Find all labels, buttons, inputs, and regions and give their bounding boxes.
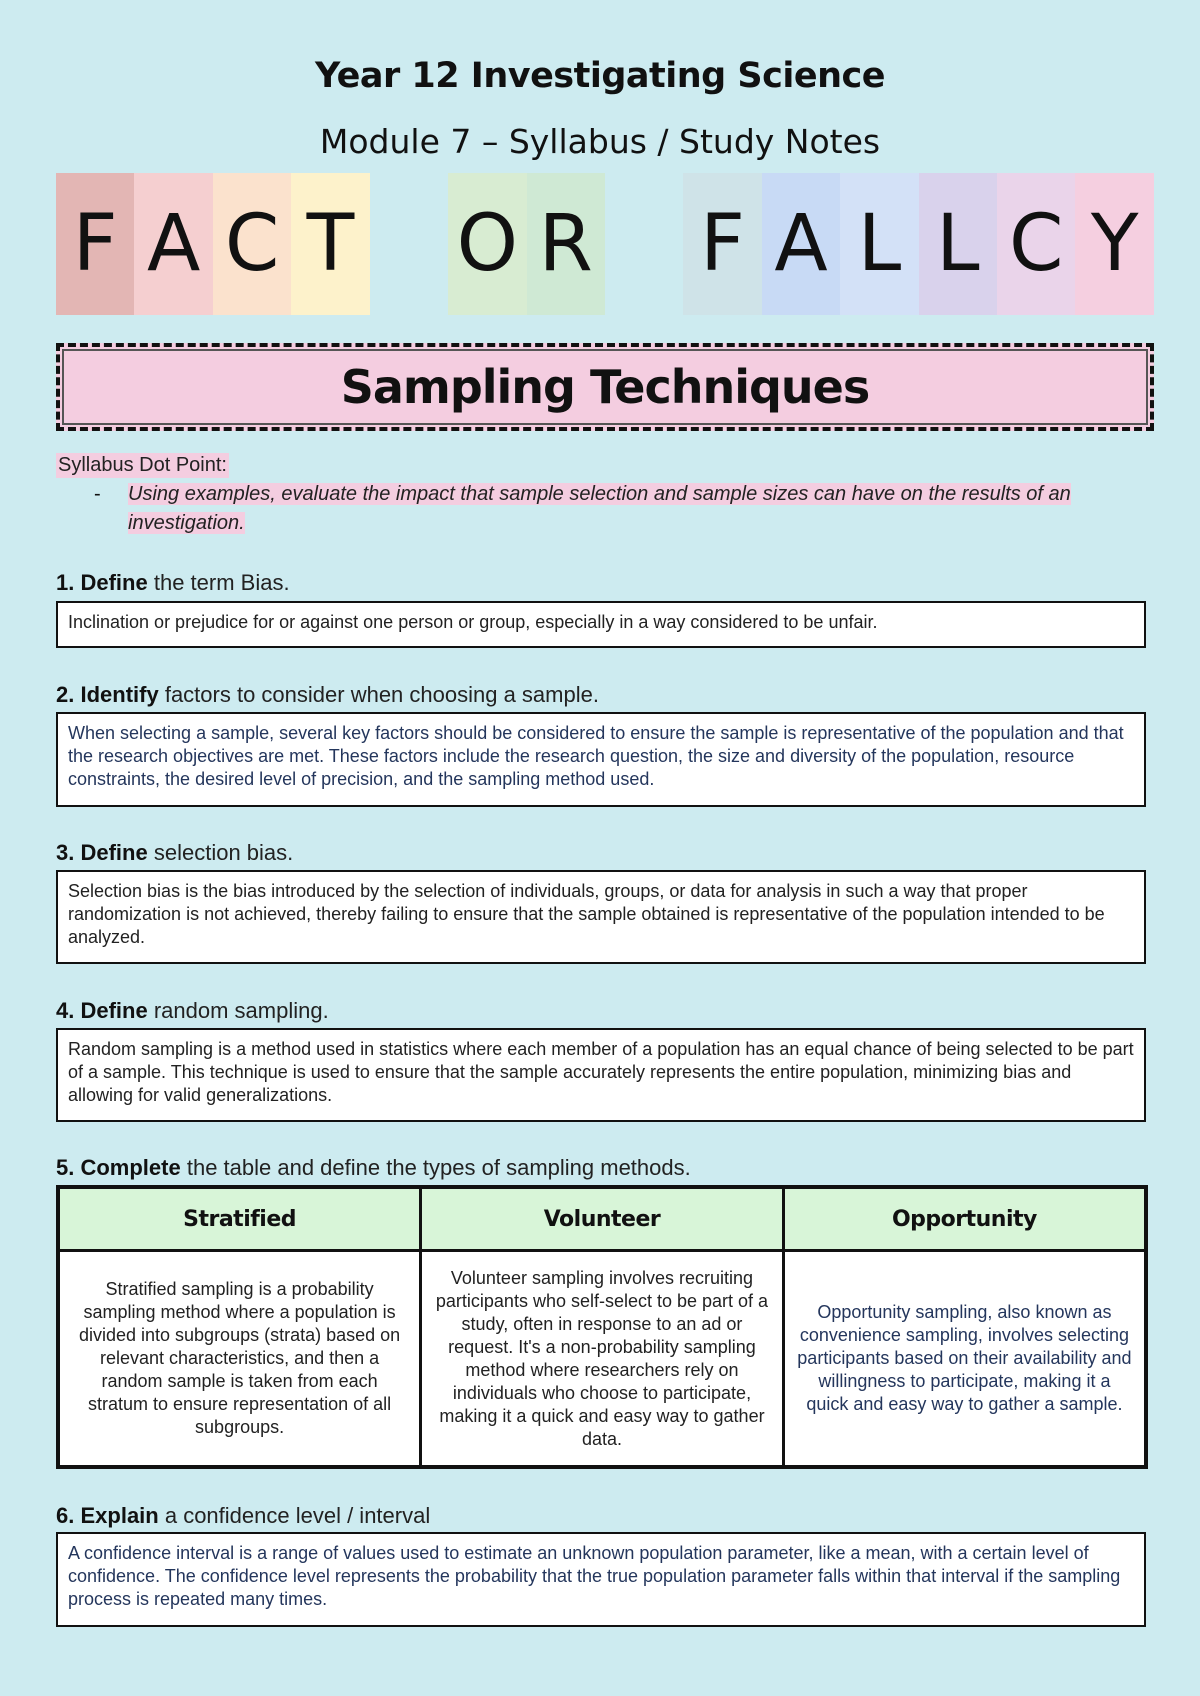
banner-tile: C [213, 173, 291, 315]
question-verb: Define [80, 570, 148, 595]
question-verb: Complete [80, 1155, 181, 1180]
banner-gap [605, 173, 683, 315]
question-number: 3. [56, 840, 75, 865]
section-title: Sampling Techniques [56, 343, 1154, 431]
syllabus-point-text: Using examples, evaluate the impact that sample selection and sample sizes can have on the results of an investigation. [128, 483, 1071, 534]
banner-tile: R [527, 173, 605, 315]
table-header: Stratified [58, 1187, 421, 1251]
banner-tile: O [448, 173, 526, 315]
table-cell: Stratified sampling is a probability sampling method where a population is divided into subgroups (strata) based on relevant characteristics, and then a random sample is taken from each stratum to ensure representation of all subgroups. [58, 1251, 421, 1468]
question-number: 2. [56, 682, 75, 707]
question-number: 5. [56, 1155, 75, 1180]
banner-gap [370, 173, 448, 315]
syllabus-label: Syllabus Dot Point: [58, 454, 227, 476]
question-4 [56, 998, 329, 1024]
syllabus-bullet: - [94, 483, 101, 505]
question-6 [56, 1503, 430, 1529]
question-5 [56, 1155, 691, 1181]
question-verb: Explain [80, 1503, 159, 1528]
banner-tile: Y [1075, 173, 1153, 315]
banner-tile: F [56, 173, 134, 315]
question-number: 4. [56, 998, 75, 1023]
answer-box-3: Selection bias is the bias introduced by the selection of individuals, groups, or data for analysis in such a way that proper randomization is not achieved, thereby failing to ensure that the sample obtained is representative of the population intended to be analyzed. [56, 870, 1146, 964]
banner-tile: L [919, 173, 997, 315]
question-text: a confidence level / interval [158, 1503, 431, 1528]
question-text: the term Bias. [147, 570, 290, 595]
banner-tile: L [840, 173, 918, 315]
page-subtitle: Module 7 – Syllabus / Study Notes [319, 122, 881, 161]
fact-or-fallacy-banner [56, 173, 1154, 315]
question-number: 1. [56, 570, 75, 595]
table-cell: Volunteer sampling involves recruiting participants who self-select to be part of a study, often in response to an ad or request. It's a non-probability sampling method where researchers rely on individuals who choose to participate, making it a quick and easy way to gather data. [421, 1251, 784, 1468]
table-header: Volunteer [421, 1187, 784, 1251]
table-cell: Opportunity sampling, also known as convenience sampling, involves selecting participants based on their availability and willingness to participate, making it a quick and easy way to gather a sample. [783, 1251, 1146, 1468]
answer-box-1: Inclination or prejudice for or against one person or group, especially in a way considered to be unfair. [56, 601, 1146, 648]
banner-tile: T [291, 173, 369, 315]
question-2 [56, 682, 599, 708]
question-text: the table and define the types of sampling methods. [180, 1155, 691, 1180]
banner-tile: A [762, 173, 840, 315]
banner-tile: F [683, 173, 761, 315]
question-text: selection bias. [147, 840, 294, 865]
question-verb: Define [80, 840, 148, 865]
banner-tile: C [997, 173, 1075, 315]
banner-tile: A [134, 173, 212, 315]
page-title: Year 12 Investigating Science [314, 56, 886, 96]
table-row [58, 1251, 1146, 1468]
question-number: 6. [56, 1503, 75, 1528]
question-text: random sampling. [147, 998, 329, 1023]
question-verb: Define [80, 998, 148, 1023]
question-verb: Identify [80, 682, 159, 707]
answer-box-2: When selecting a sample, several key factors should be considered to ensure the sample is representative of the population and that the research objectives are met. These factors include the research question, the size and diversity of the population, resource constraints, the desired level of precision, and the sampling method used. [56, 712, 1146, 807]
sampling-methods-table [56, 1185, 1148, 1469]
question-1 [56, 570, 290, 596]
answer-box-4: Random sampling is a method used in statistics where each member of a population has an equal chance of being selected to be part of a sample. This technique is used to ensure that the sample accurately represents the entire population, minimizing bias and allowing for valid generalizations. [56, 1028, 1146, 1122]
table-header: Opportunity [783, 1187, 1146, 1251]
answer-box-6: A confidence interval is a range of values used to estimate an unknown population parameter, like a mean, with a certain level of confidence. The confidence level represents the probability that the true population parameter falls within that interval if the sampling process is repeated many times. [56, 1532, 1146, 1627]
question-3 [56, 840, 293, 866]
question-text: factors to consider when choosing a sample. [158, 682, 599, 707]
syllabus-point [128, 480, 1128, 538]
table-header-row [58, 1187, 1146, 1251]
